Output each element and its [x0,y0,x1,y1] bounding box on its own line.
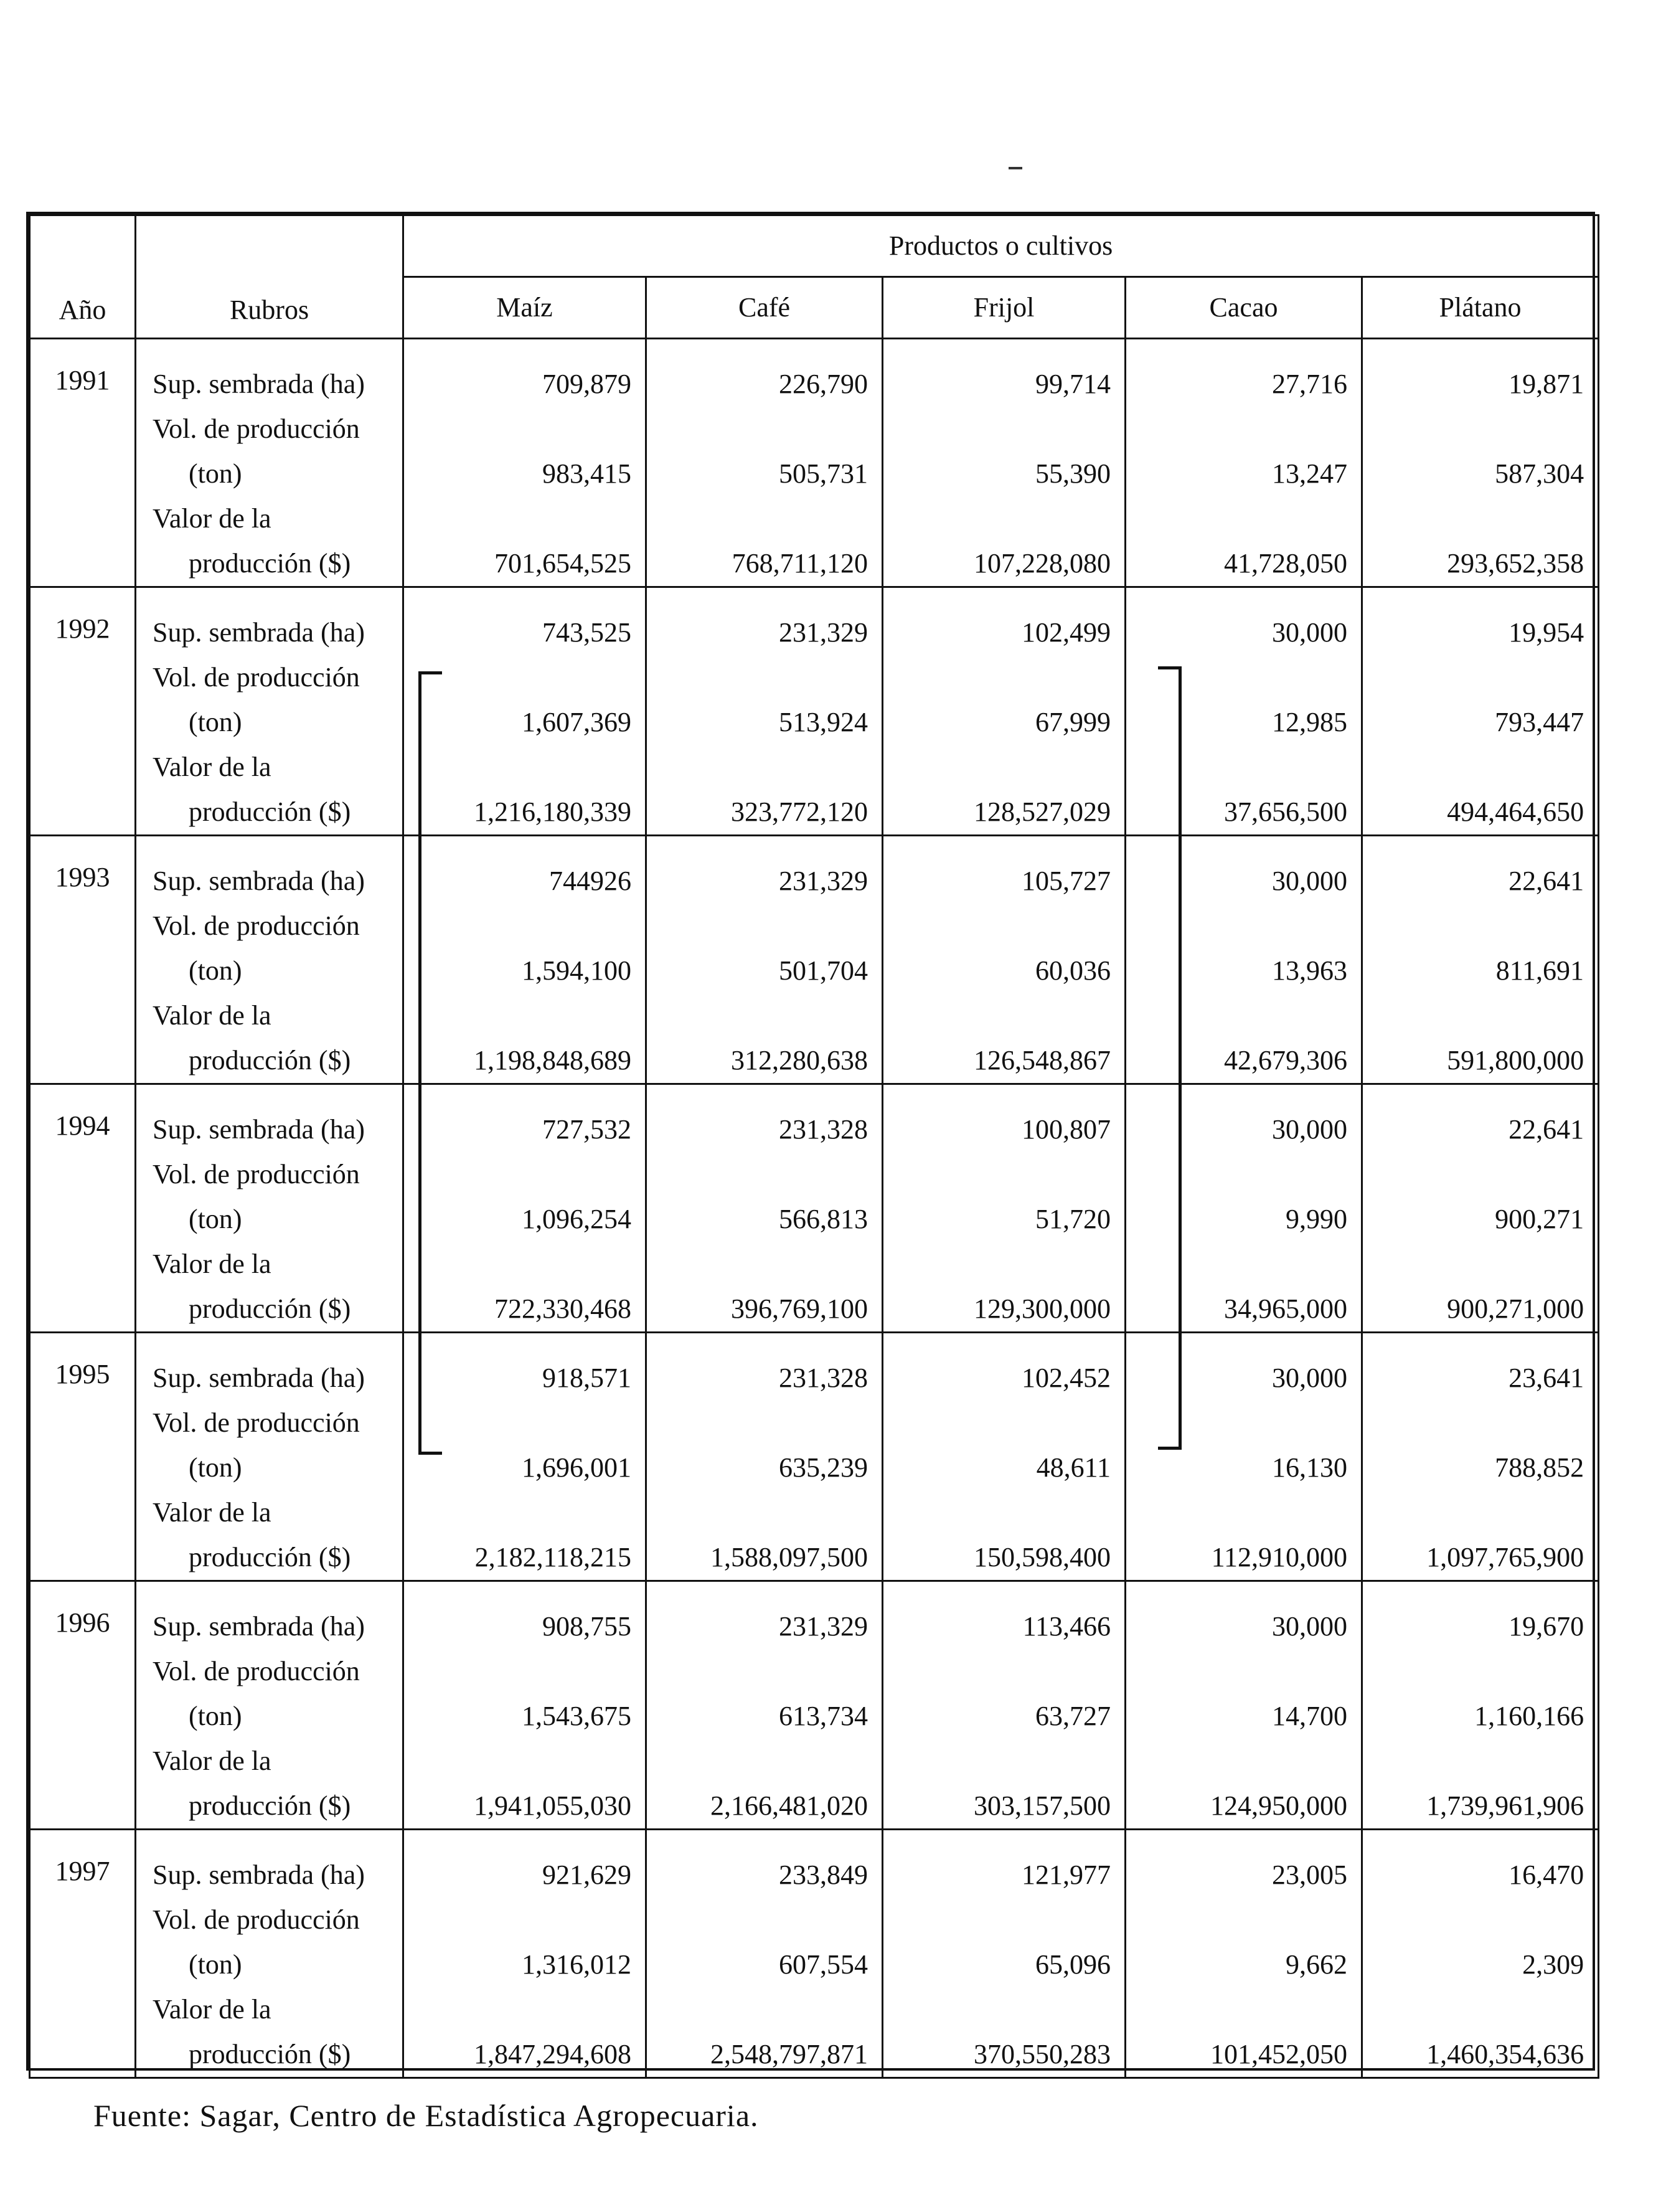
rubro-label-val2: producción ($) [189,2039,351,2069]
rubros-cell [136,587,403,836]
sup-value: 231,329 [779,1611,868,1642]
vol-value: 55,390 [1035,458,1111,489]
table-row [30,1333,1599,1581]
rubros-cell [136,1830,403,2078]
header-frijol: Frijol [883,277,1126,339]
source-note: Fuente: Sagar, Centro de Estadística Agropecuaria. [93,2098,759,2133]
value-cell-cafe [646,836,883,1084]
rubro-label-sup: Sup. sembrada (ha) [153,1611,365,1642]
sup-value: 744926 [549,866,631,896]
val-value: 494,464,650 [1447,796,1584,827]
val-value: 128,527,029 [974,796,1111,827]
vol-value: 13,963 [1272,955,1347,986]
rubro-label-val2: producción ($) [189,1542,351,1572]
rubro-label-vol1: Vol. de producción [153,910,360,941]
vol-value: 788,852 [1495,1452,1584,1483]
value-cell-maiz [403,339,646,587]
value-cell-frijol [883,587,1126,836]
rubro-label-vol2: (ton) [189,707,242,737]
sup-value: 231,328 [779,1114,868,1145]
vol-value: 14,700 [1272,1701,1347,1731]
vol-value: 51,720 [1035,1204,1111,1234]
sup-value: 743,525 [542,617,631,648]
val-value: 2,182,118,215 [474,1542,631,1572]
val-value: 107,228,080 [974,548,1111,579]
year-cell: 1995 [30,1333,136,1581]
rubro-label-sup: Sup. sembrada (ha) [153,369,365,399]
value-cell-platano [1362,1581,1599,1830]
vol-value: 16,130 [1272,1452,1347,1483]
sup-value: 121,977 [1022,1860,1111,1890]
sup-value: 30,000 [1272,617,1347,648]
val-value: 101,452,050 [1210,2039,1347,2069]
val-value: 293,652,358 [1447,548,1584,579]
value-cell-platano [1362,1084,1599,1333]
rubro-label-val2: producción ($) [189,1790,351,1821]
vol-value: 607,554 [779,1949,868,1980]
val-value: 2,548,797,871 [710,2039,868,2069]
table-row [30,587,1599,836]
vol-value: 505,731 [779,458,868,489]
header-cafe: Café [646,277,883,339]
val-value: 323,772,120 [731,796,868,827]
rubro-label-vol1: Vol. de producción [153,1159,360,1189]
rubro-label-vol1: Vol. de producción [153,414,360,444]
vol-value: 1,096,254 [522,1204,631,1234]
vol-value: 12,985 [1272,707,1347,737]
vol-value: 613,734 [779,1701,868,1731]
sup-value: 102,452 [1022,1363,1111,1393]
sup-value: 921,629 [542,1860,631,1890]
vol-value: 1,316,012 [522,1949,631,1980]
rubro-label-sup: Sup. sembrada (ha) [153,1860,365,1890]
sup-value: 30,000 [1272,1363,1347,1393]
header-rubros: Rubros [136,215,403,339]
value-cell-cacao [1126,339,1362,587]
value-cell-cacao [1126,1581,1362,1830]
val-value: 1,588,097,500 [710,1542,868,1572]
rubros-cell [136,1581,403,1830]
rubro-label-val1: Valor de la [153,1994,271,2025]
table-row [30,836,1599,1084]
rubro-label-val1: Valor de la [153,1249,271,1279]
val-value: 1,847,294,608 [474,2039,631,2069]
sup-value: 22,641 [1509,1114,1584,1145]
value-cell-frijol [883,1333,1126,1581]
rubro-label-val1: Valor de la [153,503,271,534]
sup-value: 226,790 [779,369,868,399]
vol-value: 67,999 [1035,707,1111,737]
sup-value: 231,329 [779,617,868,648]
sup-value: 709,879 [542,369,631,399]
sup-value: 105,727 [1022,866,1111,896]
vol-value: 635,239 [779,1452,868,1483]
year-cell: 1993 [30,836,136,1084]
value-cell-cafe [646,1333,883,1581]
rubro-label-val2: producción ($) [189,796,351,827]
rubro-label-sup: Sup. sembrada (ha) [153,1363,365,1393]
header-cacao: Cacao [1126,277,1362,339]
sup-value: 908,755 [542,1611,631,1642]
sup-value: 30,000 [1272,866,1347,896]
val-value: 722,330,468 [494,1293,631,1324]
val-value: 591,800,000 [1447,1045,1584,1075]
sup-value: 23,641 [1509,1363,1584,1393]
rubro-label-sup: Sup. sembrada (ha) [153,866,365,896]
rubros-cell [136,339,403,587]
vol-value: 60,036 [1035,955,1111,986]
val-value: 312,280,638 [731,1045,868,1075]
sup-value: 30,000 [1272,1114,1347,1145]
value-cell-cafe [646,339,883,587]
sup-value: 22,641 [1509,866,1584,896]
vol-value: 900,271 [1495,1204,1584,1234]
header-ano: Año [30,215,136,339]
val-value: 900,271,000 [1447,1293,1584,1324]
value-cell-cafe [646,587,883,836]
table-row [30,1830,1599,2078]
rubro-label-val1: Valor de la [153,1000,271,1031]
sup-value: 231,329 [779,866,868,896]
vol-value: 566,813 [779,1204,868,1234]
val-value: 126,548,867 [974,1045,1111,1075]
value-cell-cafe [646,1581,883,1830]
rubro-label-val1: Valor de la [153,1497,271,1528]
rubro-label-sup: Sup. sembrada (ha) [153,1114,365,1145]
table-body [30,339,1599,2078]
table-row [30,1581,1599,1830]
value-cell-frijol [883,1830,1126,2078]
vol-value: 1,543,675 [522,1701,631,1731]
rubro-label-vol1: Vol. de producción [153,1407,360,1438]
vol-value: 63,727 [1035,1701,1111,1731]
vol-value: 811,691 [1495,955,1584,986]
rubro-label-vol2: (ton) [189,1701,242,1731]
left-bracket-mark [418,671,442,1455]
vol-value: 1,594,100 [522,955,631,986]
rubros-cell [136,836,403,1084]
year-cell: 1994 [30,1084,136,1333]
production-table [29,214,1599,2079]
vol-value: 793,447 [1495,707,1584,737]
val-value: 303,157,500 [974,1790,1111,1821]
value-cell-cafe [646,1830,883,2078]
value-cell-platano [1362,836,1599,1084]
vol-value: 9,662 [1286,1949,1347,1980]
sup-value: 727,532 [542,1114,631,1145]
rubros-cell [136,1333,403,1581]
value-cell-maiz [403,1830,646,2078]
vol-value: 2,309 [1522,1949,1584,1980]
val-value: 1,739,961,906 [1426,1790,1584,1821]
val-value: 129,300,000 [974,1293,1111,1324]
vol-value: 65,096 [1035,1949,1111,1980]
val-value: 768,711,120 [732,548,868,579]
sup-value: 113,466 [1022,1611,1111,1642]
sup-value: 233,849 [779,1860,868,1890]
sup-value: 30,000 [1272,1611,1347,1642]
val-value: 2,166,481,020 [710,1790,868,1821]
header-platano: Plátano [1362,277,1599,339]
rubro-label-val2: producción ($) [189,1293,351,1324]
sup-value: 19,954 [1509,617,1584,648]
val-value: 1,198,848,689 [474,1045,631,1075]
header-productos: Productos o cultivos [403,215,1599,277]
val-value: 37,656,500 [1224,796,1347,827]
rubro-label-val1: Valor de la [153,752,271,782]
rubro-label-vol2: (ton) [189,458,242,489]
sup-value: 231,328 [779,1363,868,1393]
sup-value: 99,714 [1035,369,1111,399]
val-value: 112,910,000 [1211,1542,1347,1572]
val-value: 41,728,050 [1224,548,1347,579]
value-cell-platano [1362,1333,1599,1581]
rubro-label-sup: Sup. sembrada (ha) [153,617,365,648]
rubro-label-vol2: (ton) [189,1452,242,1483]
year-cell: 1991 [30,339,136,587]
vol-value: 1,160,166 [1474,1701,1584,1731]
sup-value: 100,807 [1022,1114,1111,1145]
val-value: 701,654,525 [494,548,631,579]
value-cell-platano [1362,339,1599,587]
right-bracket-mark [1158,666,1182,1450]
value-cell-frijol [883,1084,1126,1333]
value-cell-platano [1362,1830,1599,2078]
year-cell: 1996 [30,1581,136,1830]
vol-value: 9,990 [1286,1204,1347,1234]
val-value: 34,965,000 [1224,1293,1347,1324]
sup-value: 23,005 [1272,1860,1347,1890]
val-value: 124,950,000 [1210,1790,1347,1821]
val-value: 1,216,180,339 [474,796,631,827]
rubros-cell [136,1084,403,1333]
table-row [30,1084,1599,1333]
value-cell-platano [1362,587,1599,836]
rubro-label-val2: producción ($) [189,548,351,579]
sup-value: 16,470 [1509,1860,1584,1890]
rubro-label-vol2: (ton) [189,1204,242,1234]
value-cell-frijol [883,1581,1126,1830]
value-cell-maiz [403,1581,646,1830]
year-cell: 1992 [30,587,136,836]
year-cell: 1997 [30,1830,136,2078]
sup-value: 918,571 [542,1363,631,1393]
rubro-label-val2: producción ($) [189,1045,351,1075]
sup-value: 27,716 [1272,369,1347,399]
vol-value: 501,704 [779,955,868,986]
value-cell-frijol [883,836,1126,1084]
rubro-label-vol1: Vol. de producción [153,662,360,692]
vol-value: 1,696,001 [522,1452,631,1483]
stray-mark [1009,167,1022,169]
vol-value: 13,247 [1272,458,1347,489]
vol-value: 48,611 [1036,1452,1111,1483]
rubro-label-vol1: Vol. de producción [153,1904,360,1935]
val-value: 370,550,283 [974,2039,1111,2069]
rubro-label-vol1: Vol. de producción [153,1656,360,1686]
val-value: 396,769,100 [731,1293,868,1324]
val-value: 1,460,354,636 [1426,2039,1584,2069]
val-value: 150,598,400 [974,1542,1111,1572]
sup-value: 19,670 [1509,1611,1584,1642]
value-cell-cacao [1126,1830,1362,2078]
rubro-label-val1: Valor de la [153,1746,271,1776]
sup-value: 19,871 [1509,369,1584,399]
vol-value: 1,607,369 [522,707,631,737]
value-cell-frijol [883,339,1126,587]
val-value: 42,679,306 [1224,1045,1347,1075]
sup-value: 102,499 [1022,617,1111,648]
production-table-frame [26,212,1595,2071]
vol-value: 587,304 [1495,458,1584,489]
val-value: 1,097,765,900 [1426,1542,1584,1572]
table-row [30,339,1599,587]
rubro-label-vol2: (ton) [189,955,242,986]
value-cell-cafe [646,1084,883,1333]
vol-value: 983,415 [542,458,631,489]
header-maiz: Maíz [403,277,646,339]
rubro-label-vol2: (ton) [189,1949,242,1980]
val-value: 1,941,055,030 [474,1790,631,1821]
vol-value: 513,924 [779,707,868,737]
